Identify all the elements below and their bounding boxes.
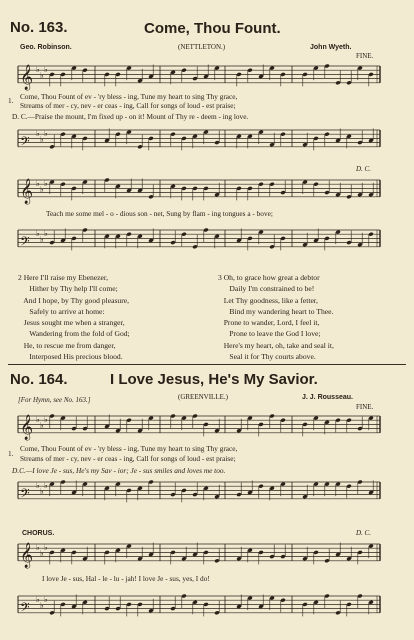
svg-text:♭: ♭ xyxy=(36,595,40,604)
music-staff-treble xyxy=(0,408,414,448)
hymn-title: I Love Jesus, He's My Savior. xyxy=(110,371,318,388)
fine-mark: FINE. xyxy=(356,52,374,60)
music-staff-treble xyxy=(0,172,414,212)
svg-text:♭: ♭ xyxy=(40,71,44,80)
author: J. J. Rousseau. xyxy=(302,394,353,401)
music-staff-bass xyxy=(0,222,414,262)
hymn-number: No. 164. xyxy=(10,371,68,388)
lyric-line: I love Je - sus, Hal - le - lu - jah! I love Je - sus, yes, I do! xyxy=(42,574,210,583)
svg-text:♭: ♭ xyxy=(36,415,40,424)
svg-text:♭: ♭ xyxy=(44,179,48,188)
music-staff-bass xyxy=(0,588,414,628)
svg-text:♭: ♭ xyxy=(44,543,48,552)
lyric-line: Teach me some mel - o - dious son - net, Sung by flam - ing tongues a - bove; xyxy=(46,209,273,218)
stanza-2: 2 Here I'll raise my Ebenezer, Hither by Thy help I'll come; And I hope, by Thy good pleasure, Safely to arrive at home: Jesus sought me when a stranger, Wandering from the fold of God; He, to rescue me from danger, Interposed His precious blood. xyxy=(18,273,130,362)
verse-number: 1. xyxy=(8,96,14,105)
lyric-line: Streams of mer - cy, nev - er ceas - ing, Call for songs of loud - est praise; xyxy=(20,101,236,110)
verse-number: 1. xyxy=(8,449,14,458)
stanza-3: 3 Oh, to grace how great a debtor Daily I'm constrained to be! Let Thy goodness, like a fetter, Bind my wandering heart to Thee. Prone to wander, Lord, I feel it, Prone to leave the God I love; Here's my heart, oh, take and seal it, Seal it for Thy courts above. xyxy=(218,273,334,362)
svg-text:♭: ♭ xyxy=(36,229,40,238)
lyric-line: Come, Thou Fount of ev - 'ry bless - ing, Tune my heart to sing Thy grace, xyxy=(20,444,238,453)
svg-text:𝄞: 𝄞 xyxy=(20,64,34,90)
lyric-line: Come, Thou Fount of ev - 'ry bless - ing, Tune my heart to sing Thy grace, xyxy=(20,92,238,101)
dc-mark: D. C. xyxy=(356,165,371,173)
music-staff-treble xyxy=(0,536,414,576)
svg-text:♭: ♭ xyxy=(36,65,40,74)
svg-text:♭: ♭ xyxy=(36,179,40,188)
author: John Wyeth. xyxy=(310,44,352,51)
composer: Geo. Robinson. xyxy=(20,44,72,51)
svg-text:♭: ♭ xyxy=(44,129,48,138)
svg-text:♭: ♭ xyxy=(36,481,40,490)
lyric-line: D. C.—Praise the mount, I'm fixed up - on it! Mount of Thy re - deem - ing love. xyxy=(12,112,249,121)
hymn-reference: [For Hymn, see No. 163.] xyxy=(18,396,91,404)
svg-text:𝄢: 𝄢 xyxy=(20,233,30,252)
svg-text:♭: ♭ xyxy=(36,543,40,552)
tune-name: (GREENVILLE.) xyxy=(178,393,228,401)
music-staff-bass xyxy=(0,122,414,162)
svg-text:♭: ♭ xyxy=(40,421,44,430)
svg-text:𝄢: 𝄢 xyxy=(20,133,30,152)
hymn-number: No. 163. xyxy=(10,19,68,36)
tune-name: (NETTLETON.) xyxy=(178,43,226,51)
svg-text:♭: ♭ xyxy=(40,235,44,244)
svg-text:♭: ♭ xyxy=(36,129,40,138)
svg-text:𝄞: 𝄞 xyxy=(20,414,34,440)
music-staff-bass xyxy=(0,474,414,514)
hymn-title: Come, Thou Fount. xyxy=(144,20,281,37)
svg-text:♭: ♭ xyxy=(44,595,48,604)
svg-text:𝄢: 𝄢 xyxy=(20,485,30,504)
svg-text:𝄞: 𝄞 xyxy=(20,542,34,568)
lyric-line: D.C.—I love Je - sus, He's my Sav - ior; Je - sus smiles and loves me too. xyxy=(12,466,226,475)
svg-text:𝄞: 𝄞 xyxy=(20,178,34,204)
chorus-label: CHORUS. xyxy=(22,530,55,537)
lyric-line: Streams of mer - cy, nev - er ceas - ing, Call for songs of loud - est praise; xyxy=(20,454,236,463)
fine-mark: FINE. xyxy=(356,403,374,411)
dc-mark: D. C. xyxy=(356,529,371,537)
svg-text:♭: ♭ xyxy=(40,185,44,194)
svg-text:♭: ♭ xyxy=(44,229,48,238)
svg-text:♭: ♭ xyxy=(40,549,44,558)
svg-text:♭: ♭ xyxy=(40,487,44,496)
svg-text:♭: ♭ xyxy=(40,135,44,144)
svg-text:♭: ♭ xyxy=(44,481,48,490)
svg-text:♭: ♭ xyxy=(44,415,48,424)
svg-text:♭: ♭ xyxy=(44,65,48,74)
svg-text:♭: ♭ xyxy=(40,601,44,610)
svg-text:𝄢: 𝄢 xyxy=(20,599,30,618)
divider xyxy=(8,364,406,365)
